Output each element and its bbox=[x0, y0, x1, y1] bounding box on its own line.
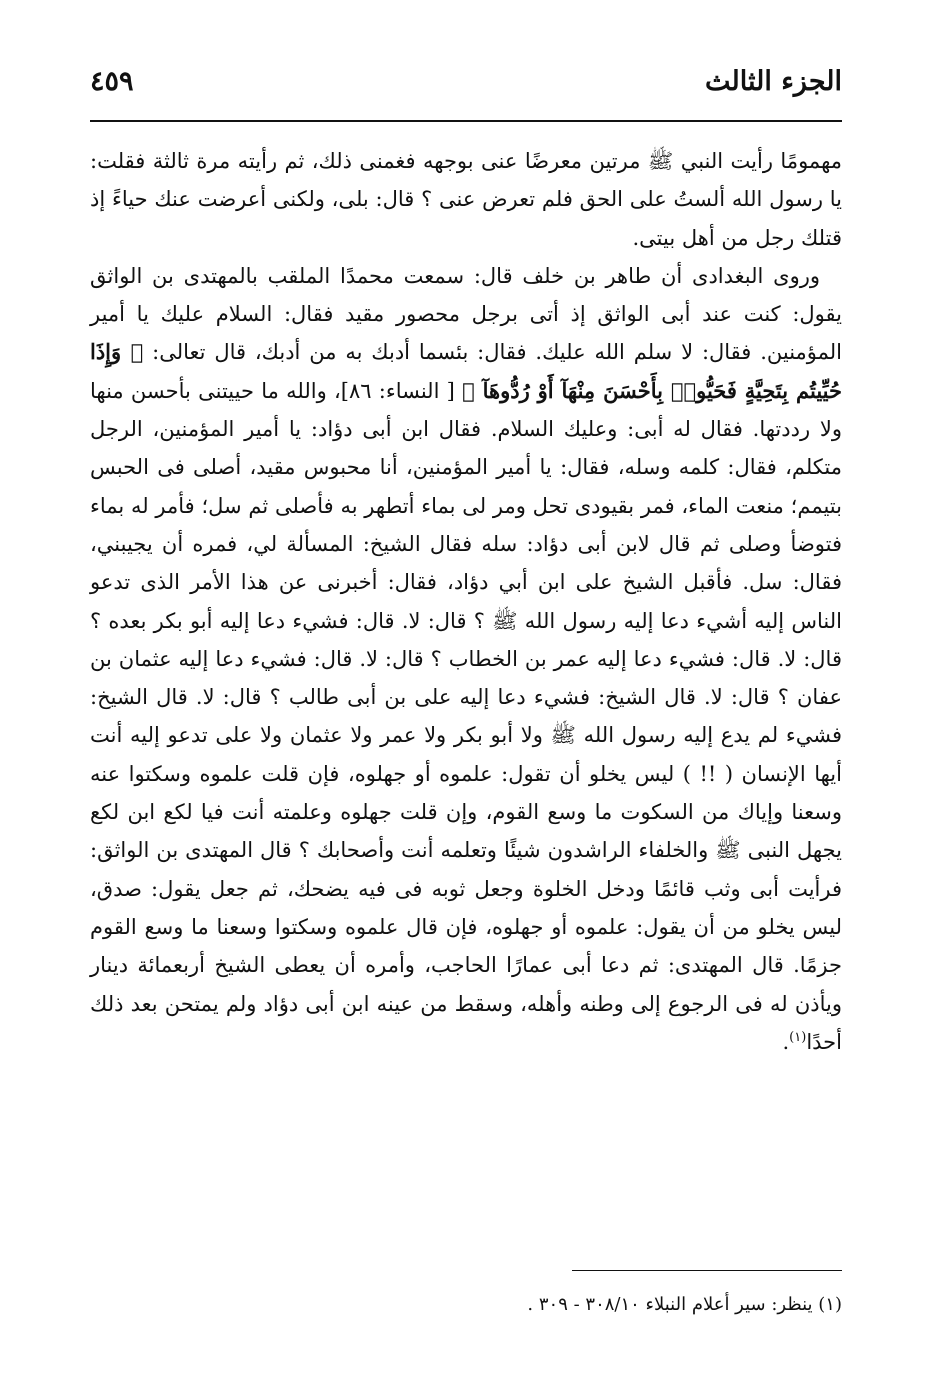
body-text bbox=[90, 142, 842, 1061]
quran-verse: ﴿ وَإِذَا حُيِّيتُم بِتَحِيَّةٍ فَحَيُّوا۟ بِأَحْسَنَ مِنْهَآ أَوْ رُدُّوهَآ ﴾ bbox=[90, 339, 842, 403]
paragraph-2-text-a: وروى البغدادى أن طاهر بن خلف قال: سمعت محمدًا الملقب بالمهتدى بن الواثق يقول: كنت عند أبى الواثق إذ أتى برجل محصور مقيد فقال: السلام عليك يا أمير المؤمنين. فقال: لا سلم الله عليك. فقال: بئسما أدبك به من أدبك، قال تعالى: bbox=[90, 263, 842, 365]
page-header bbox=[90, 60, 842, 106]
footnote: (١) ينظر: سير أعلام النبلاء ٣٠٨/١٠ - ٣٠٩ . bbox=[527, 1294, 842, 1315]
paragraph-2-text-b: [ النساء: ٨٦]، والله ما حييتنى بأحسن منها ولا رددتها. فقال له أبى: وعليك السلام. فقال ابن أبى دؤاد: يا أمير المؤمنين، الرجل متكلم، فقال: كلمه وسله، فقال: يا أمير المؤمنين، أنا محبوس مقيد، أصلى فى الحبس بتيمم؛ منعت الماء، فمر بقيودى تحل ومر لى بماء أتطهر به فأصلى ثم سل؛ فأمر له بماء فتوضأ وصلى ثم قال لابن أبى دؤاد: سله فقال الشيخ: المسألة لي، فمره أن يجيبني، فقال: سل. فأقبل الشيخ على ابن أبي دؤاد، فقال: أخبرنى عن هذا الأمر الذى تدعو الناس إليه أشيء دعا إليه رسول الله ﷺ ؟ قال: لا. قال: فشيء دعا إليه أبو بكر بعده ؟ قال: لا. قال: فشيء دعا إليه عمر بن الخطاب ؟ قال: لا. قال: فشيء دعا إليه عثمان بن عفان ؟ قال: لا. قال الشيخ: فشيء دعا إليه على بن أبى طالب ؟ قال: لا. قال الشيخ: فشيء لم يدع إليه رسول الله ﷺ ولا أبو بكر ولا عمر ولا عثمان ولا على تدعو إليه أنت أيها الإنسان ( !! ) ليس يخلو أن تقول: علموه أو جهلوه، فإن قلت علموه وسكتوا عنه وسعنا وإياك من السكوت ما وسع القوم، وإن قلت جهلوه وعلمته أنت فيا لكع ابن لكع يجهل النبى ﷺ والخلفاء الراشدون شيئًا وتعلمه أنت وأصحابك ؟ قال المهتدى بن الواثق: فرأيت أبى وثب قائمًا ودخل الخلوة وجعل ثوبه فى فيه يضحك، ثم جعل يقول: صدق، ليس يخلو من أن يقول: علموه أو جهلوه، فإن قال علموه وسكتوا وسعنا ما وسع القوم جزمًا. قال المهتدى: ثم دعا أبى عمارًا الحاجب، وأمره أن يعطى الشيخ أربعمائة دينار ويأذن له فى الرجوع إلى وطنه وأهله، وسقط من عينه ابن أبى دؤاد ولم يمتحن بعد ذلك أحدًا bbox=[90, 378, 842, 1054]
footnote-rule bbox=[572, 1270, 842, 1271]
page-number: ٤٥٩ bbox=[90, 66, 134, 97]
paragraph-2 bbox=[90, 257, 842, 1061]
running-title: الجزء الثالث bbox=[705, 66, 842, 97]
footnote-reference[interactable]: (١) bbox=[789, 1029, 807, 1045]
header-rule bbox=[90, 120, 842, 122]
paragraph-2-end: . bbox=[782, 1029, 790, 1054]
paragraph-1: مهمومًا رأيت النبي ﷺ مرتين معرضًا عنى بوجهه فغمنى ذلك، ثم رأيته مرة ثالثة فقلت: يا رسول الله ألستُ على الحق فلم تعرض عنى ؟ قال: بلى، ولكنى أعرضت عنك حياءً إذ قتلك رجل من أهل بيتى. bbox=[90, 149, 842, 250]
